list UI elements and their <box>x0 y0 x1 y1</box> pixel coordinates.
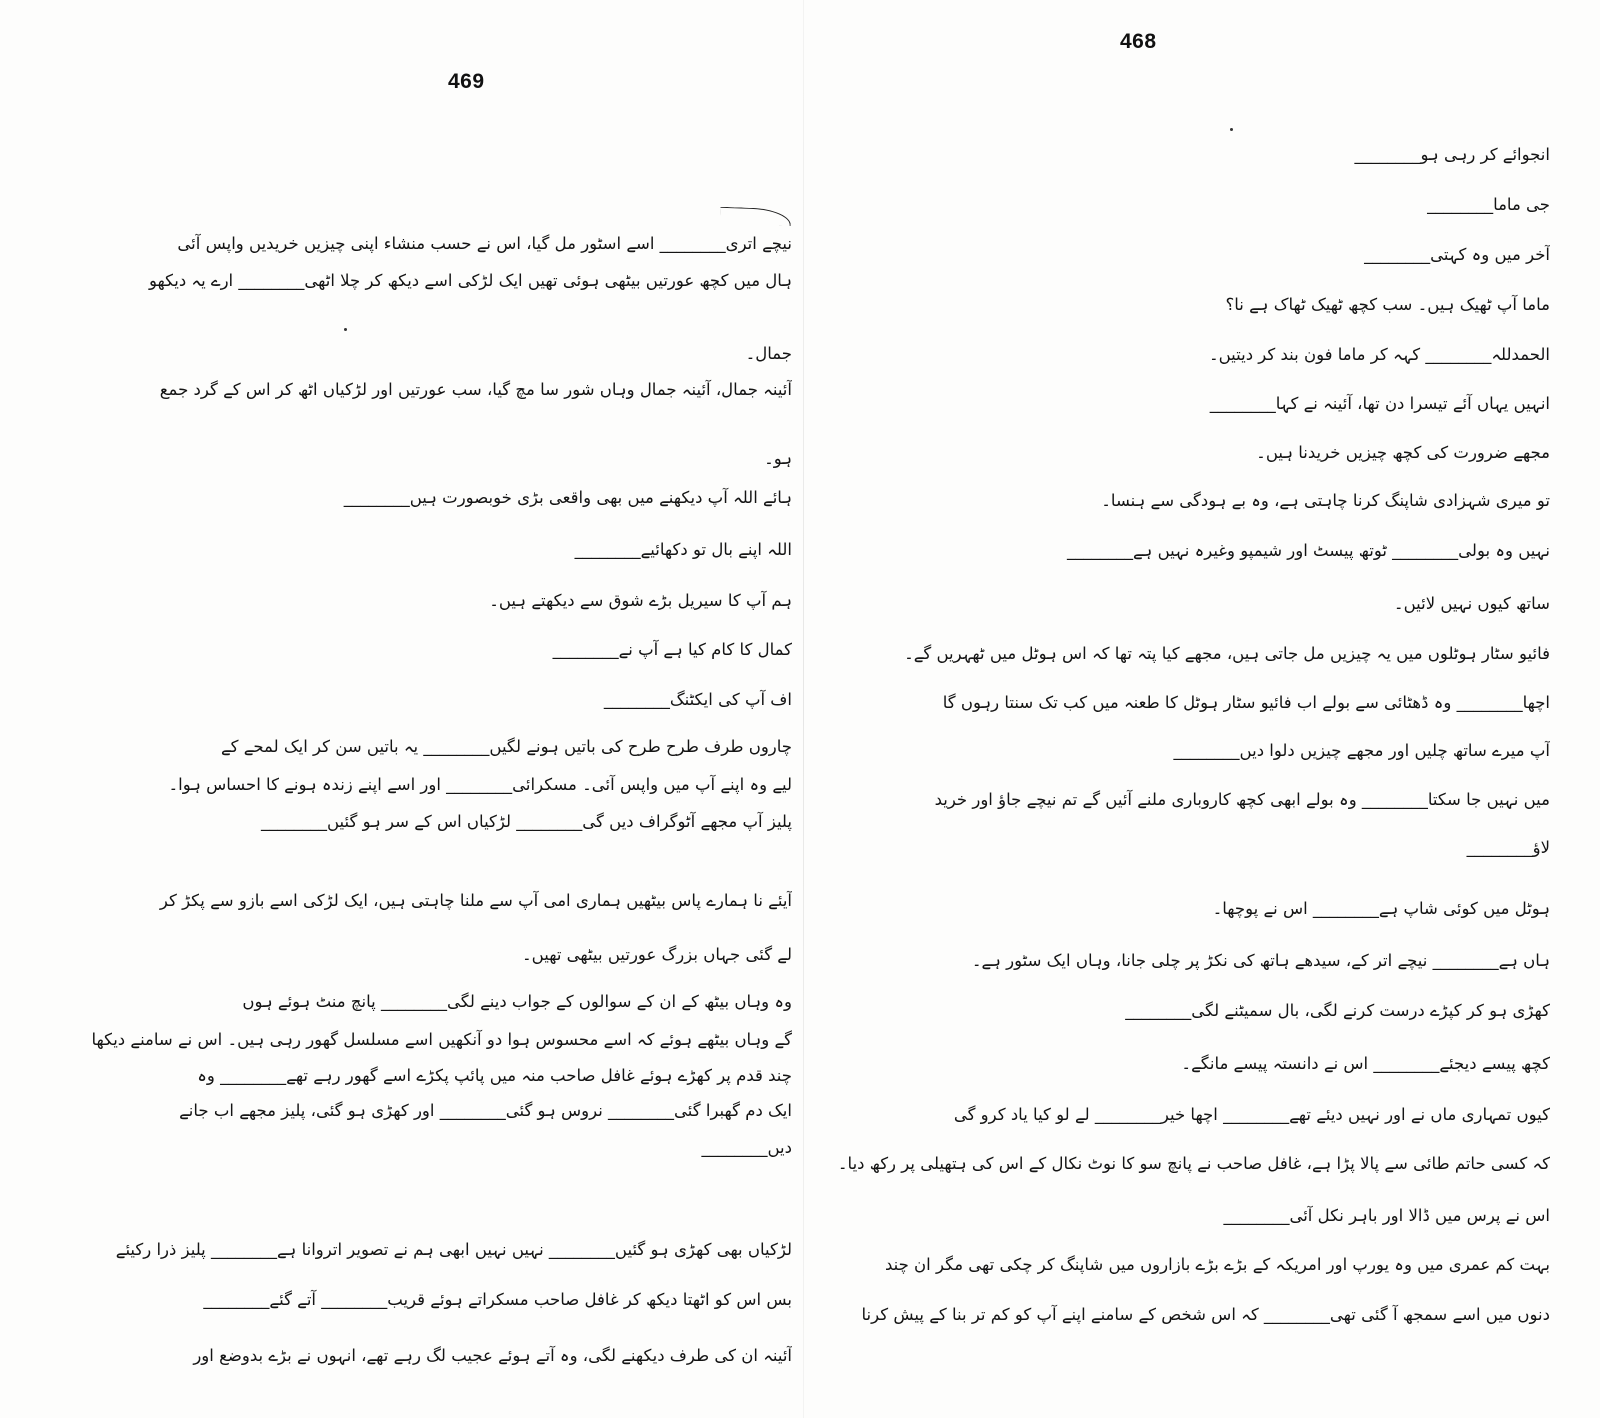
text-line: ایک دم گھبرا گئی________ نروس ہو گئی________ اور کھڑی ہو گئی، پلیز مجھے اب جانے <box>179 1101 792 1120</box>
right-page <box>810 0 1600 1418</box>
text-line: اللہ اپنے بال تو دکھائیے________ <box>574 540 792 559</box>
text-line: لے گئی جہاں بزرگ عورتیں بیٹھی تھیں۔ <box>522 945 792 964</box>
text-line: الحمدللہ________ کہہ کر ماما فون بند کر دیتیں۔ <box>1208 345 1550 364</box>
text-line: آئینہ جمال، آئینہ جمال وہاں شور سا مچ گیا، سب عورتیں اور لڑکیاں اٹھ کر اس کے گرد جمع <box>159 380 792 399</box>
text-line: ہوٹل میں کوئی شاپ ہے________ اس نے پوچھا۔ <box>1212 899 1550 918</box>
text-line: نہیں وہ بولی________ ٹوتھ پیسٹ اور شیمپو وغیرہ نہیں ہے________ <box>1066 541 1550 560</box>
text-line: وہ وہاں بیٹھ کے ان کے سوالوں کے جواب دینے لگی________ پانچ منٹ ہوئے ہوں <box>242 992 792 1011</box>
text-line: ساتھ کیوں نہیں لائیں۔ <box>1393 594 1550 613</box>
text-line: جی ماما________ <box>1427 195 1550 214</box>
paper-speck <box>344 328 347 331</box>
text-line: ماما آپ ٹھیک ہیں۔ سب کچھ ٹھیک ٹھاک ہے نا؟ <box>1225 295 1550 314</box>
text-line: لاؤ________ <box>1466 838 1550 857</box>
text-line: کیوں تمہاری ماں نے اور نہیں دیئے تھے________ اچھا خیر________ لے لو کیا یاد کرو گی <box>953 1105 1550 1124</box>
text-line: ہم آپ کا سیریل بڑے شوق سے دیکھتے ہیں۔ <box>489 591 792 610</box>
text-line: کہ کسی حاتم طائی سے پالا پڑا ہے، غافل صاحب نے پانچ سو کا نوٹ نکال کے اس کی ہتھیلی پر رکھ دیا۔ <box>837 1154 1550 1173</box>
text-line: کچھ پیسے دیجئے________ اس نے دانستہ پیسے مانگے۔ <box>1181 1054 1550 1073</box>
text-line: دنوں میں اسے سمجھ آ گئی تھی________ کہ اس شخص کے سامنے اپنے آپ کو کم تر بنا کے پیش کرنا <box>861 1305 1550 1324</box>
text-line: فائیو سٹار ہوٹلوں میں یہ چیزیں مل جاتی ہیں، مجھے کیا پتہ تھا کہ اس ہوٹل میں ٹھہریں گے۔ <box>904 644 1550 663</box>
text-line: مجھے ضرورت کی کچھ چیزیں خریدنا ہیں۔ <box>1256 443 1550 462</box>
text-line: دیں________ <box>701 1138 792 1157</box>
text-line: انجوائے کر رہی ہو________ <box>1354 145 1550 164</box>
text-line: کھڑی ہو کر کپڑے درست کرنے لگی، بال سمیٹنے لگی________ <box>1125 1001 1550 1020</box>
text-line: آیئے نا ہمارے پاس بیٹھیں ہماری امی آپ سے ملنا چاہتی ہیں، ایک لڑکی اسے بازو سے پکڑ کر <box>159 891 792 910</box>
text-line: نیچے اتری________ اسے اسٹور مل گیا، اس نے حسب منشاء اپنی چیزیں خریدیں واپس آئی <box>177 234 792 253</box>
text-line: ہاں ہے________ نیچے اتر کے، سیدھے ہاتھ کی نکڑ پر چلی جانا، وہاں ایک سٹور ہے۔ <box>971 951 1550 970</box>
text-line: اس نے پرس میں ڈالا اور باہر نکل آئی________ <box>1223 1206 1550 1225</box>
text-line: انہیں یہاں آئے تیسرا دن تھا، آئینہ نے کہا________ <box>1209 394 1550 413</box>
text-line: ہو۔ <box>764 449 792 468</box>
ornament-swash <box>720 207 792 226</box>
text-line: اف آپ کی ایکٹنگ________ <box>603 690 792 709</box>
text-line: چاروں طرف طرح طرح کی باتیں ہونے لگیں________ یہ باتیں سن کر ایک لمحے کے <box>220 737 792 756</box>
text-line: لیے وہ اپنے آپ میں واپس آئی۔ مسکرائی________ اور اسے اپنے زندہ ہونے کا احساس ہوا۔ <box>168 775 792 794</box>
text-line: میں نہیں جا سکتا________ وہ بولے ابھی کچھ کاروباری ملنے آئیں گے تم نیچے جاؤ اور خرید <box>934 790 1550 809</box>
text-line: اچھا________ وہ ڈھٹائی سے بولے اب فائیو سٹار ہوٹل کا طعنہ میں کب تک سنتا رہوں گا <box>942 693 1550 712</box>
text-line: ہال میں کچھ عورتیں بیٹھی ہوئی تھیں ایک لڑکی اسے دیکھ کر چلا اٹھی________ ارے یہ دیکھو <box>148 271 792 290</box>
text-line: بہت کم عمری میں وہ یورپ اور امریکہ کے بڑے بڑے بازاروں میں شاپنگ کر چکی تھی مگر ان چند <box>884 1255 1550 1274</box>
text-line: آئینہ ان کی طرف دیکھنے لگی، وہ آتے ہوئے عجیب لگ رہے تھے، انہوں نے بڑے بدوضع اور <box>193 1346 792 1365</box>
left-page-number: 469 <box>448 70 485 93</box>
paper-speck <box>1230 128 1233 131</box>
text-line: آخر میں وہ کہتی________ <box>1364 245 1550 264</box>
text-line: تو میری شہزادی شاپنگ کرنا چاہتی ہے، وہ بے ہودگی سے ہنسا۔ <box>1101 491 1550 510</box>
text-line: کمال کا کام کیا ہے آپ نے________ <box>552 640 792 659</box>
text-line: جمال۔ <box>745 344 792 363</box>
text-line: لڑکیاں بھی کھڑی ہو گئیں________ نہیں نہیں ابھی ہم نے تصویر اتروانا ہے________ پلیز ذرا رکیئے <box>115 1240 792 1259</box>
text-line: ہائے اللہ آپ دیکھنے میں بھی واقعی بڑی خوبصورت ہیں________ <box>343 488 792 507</box>
text-line: آپ میرے ساتھ چلیں اور مجھے چیزیں دلوا دیں________ <box>1173 741 1550 760</box>
text-line: بس اس کو اٹھتا دیکھ کر غافل صاحب مسکراتے ہوئے قریب________ آتے گئے________ <box>203 1290 792 1309</box>
text-line: پلیز آپ مجھے آٹوگراف دیں گی________ لڑکیاں اس کے سر ہو گئیں________ <box>260 812 792 831</box>
text-line: چند قدم پر کھڑے ہوئے غافل صاحب منہ میں پائپ پکڑے اسے گھور رہے تھے________ وہ <box>197 1066 792 1085</box>
right-page-number: 468 <box>1120 30 1157 53</box>
text-line: گے وہاں بیٹھے ہوئے کہ اسے محسوس ہوا دو آنکھیں اسے مسلسل گھور رہی ہیں۔ اس نے سامنے دیکھا <box>91 1030 792 1049</box>
